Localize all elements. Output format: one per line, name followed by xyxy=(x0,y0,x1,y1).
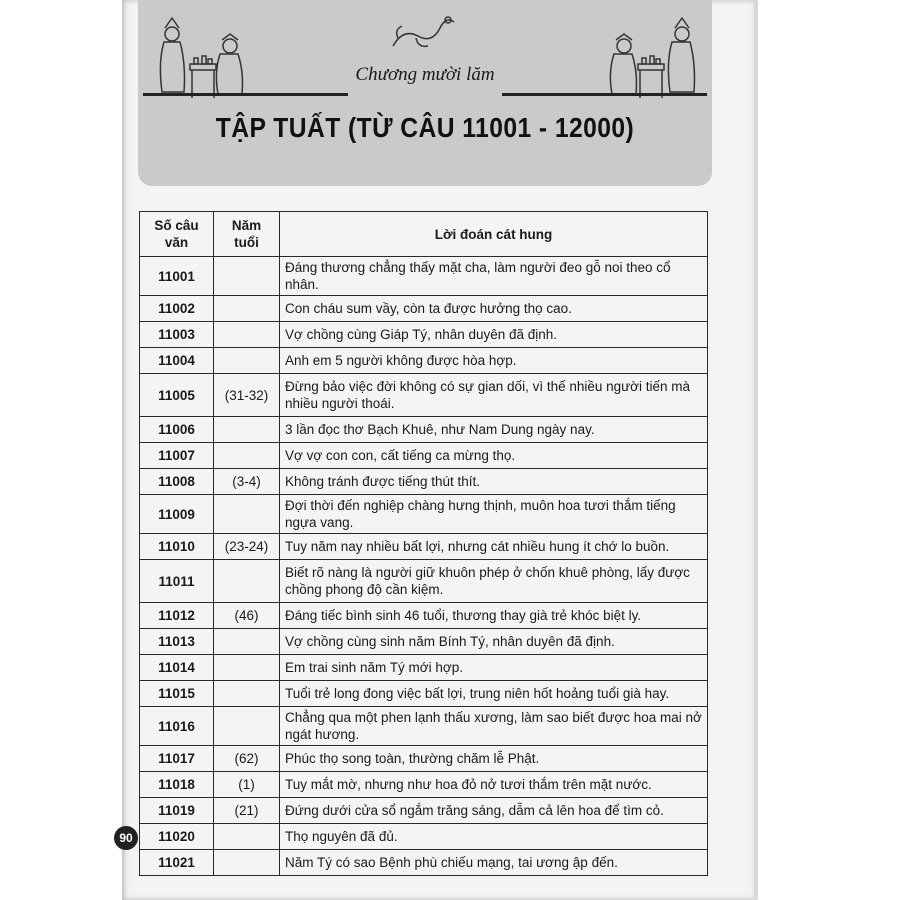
row-prediction: Đáng thương chẳng thấy mặt cha, làm người đeo gỗ noi theo cổ nhân. xyxy=(280,257,708,296)
row-prediction: Đừng bảo việc đời không có sự gian dối, vì thế nhiều người tiến mà nhiều người thoái. xyxy=(280,374,708,417)
row-prediction: Con cháu sum vầy, còn ta được hưởng thọ cao. xyxy=(280,296,708,322)
chapter-rule-left xyxy=(143,93,348,96)
row-number: 11021 xyxy=(140,850,214,876)
table-header-row xyxy=(140,212,708,257)
row-number: 11014 xyxy=(140,655,214,681)
table-row xyxy=(140,655,708,681)
row-age xyxy=(214,348,280,374)
page-edge xyxy=(754,0,758,900)
row-age xyxy=(214,707,280,746)
row-prediction: 3 lần đọc thơ Bạch Khuê, như Nam Dung ngày nay. xyxy=(280,417,708,443)
dragon-illustration xyxy=(388,8,458,53)
section-title: TẬP TUẤT (TỪ CÂU 11001 - 12000) xyxy=(215,112,635,143)
row-prediction: Đáng tiếc bình sinh 46 tuổi, thương thay già trẻ khóc biệt ly. xyxy=(280,603,708,629)
table-row xyxy=(140,798,708,824)
row-age: (31-32) xyxy=(214,374,280,417)
row-number: 11012 xyxy=(140,603,214,629)
row-number: 11010 xyxy=(140,534,214,560)
row-age: (1) xyxy=(214,772,280,798)
row-age xyxy=(214,560,280,603)
row-number: 11011 xyxy=(140,560,214,603)
table-row xyxy=(140,534,708,560)
row-prediction: Năm Tý có sao Bệnh phù chiếu mạng, tai ương ập đến. xyxy=(280,850,708,876)
row-number: 11018 xyxy=(140,772,214,798)
row-number: 11003 xyxy=(140,322,214,348)
table-row xyxy=(140,443,708,469)
row-number: 11001 xyxy=(140,257,214,296)
table-row xyxy=(140,746,708,772)
row-number: 11005 xyxy=(140,374,214,417)
left-scholars-illustration xyxy=(150,12,255,102)
right-scholars-illustration xyxy=(600,12,705,102)
row-age xyxy=(214,681,280,707)
row-prediction: Biết rõ nàng là người giữ khuôn phép ở chốn khuê phòng, lấy được chồng phong độ cần kiệm. xyxy=(280,560,708,603)
row-age: (21) xyxy=(214,798,280,824)
row-age xyxy=(214,824,280,850)
row-age xyxy=(214,443,280,469)
row-number: 11013 xyxy=(140,629,214,655)
oracle-table xyxy=(139,211,708,876)
row-prediction: Đợi thời đến nghiệp chàng hưng thịnh, muôn hoa tươi thắm tiếng ngựa vang. xyxy=(280,495,708,534)
row-age: (23-24) xyxy=(214,534,280,560)
row-prediction: Đứng dưới cửa sổ ngắm trăng sáng, dẫm cả lên hoa để tìm cỏ. xyxy=(280,798,708,824)
table-row xyxy=(140,629,708,655)
table-row xyxy=(140,824,708,850)
row-number: 11009 xyxy=(140,495,214,534)
table-row xyxy=(140,322,708,348)
table-row xyxy=(140,560,708,603)
row-prediction: Không tránh được tiếng thút thít. xyxy=(280,469,708,495)
row-prediction: Chẳng qua một phen lạnh thấu xương, làm sao biết được hoa mai nở ngát hương. xyxy=(280,707,708,746)
table-row xyxy=(140,348,708,374)
table-row xyxy=(140,707,708,746)
row-age xyxy=(214,629,280,655)
table-row xyxy=(140,603,708,629)
col-header-age: Năm tuổi xyxy=(214,212,280,257)
row-age xyxy=(214,296,280,322)
table-row xyxy=(140,772,708,798)
row-number: 11020 xyxy=(140,824,214,850)
row-prediction: Tuy năm nay nhiều bất lợi, nhưng cát nhiều hung ít chớ lo buồn. xyxy=(280,534,708,560)
row-prediction: Tuổi trẻ long đong việc bất lợi, trung niên hốt hoảng tuổi già hay. xyxy=(280,681,708,707)
row-number: 11004 xyxy=(140,348,214,374)
row-prediction: Vợ chồng cùng Giáp Tý, nhân duyên đã định. xyxy=(280,322,708,348)
row-number: 11019 xyxy=(140,798,214,824)
row-number: 11006 xyxy=(140,417,214,443)
row-prediction: Anh em 5 người không được hòa hợp. xyxy=(280,348,708,374)
col-header-number: Số câu văn xyxy=(140,212,214,257)
row-age: (62) xyxy=(214,746,280,772)
table-row xyxy=(140,681,708,707)
row-number: 11015 xyxy=(140,681,214,707)
row-prediction: Tuy mắt mờ, nhưng như hoa đỏ nở tươi thắm trên mặt nước. xyxy=(280,772,708,798)
row-age xyxy=(214,495,280,534)
row-age xyxy=(214,417,280,443)
table-row xyxy=(140,257,708,296)
table-row xyxy=(140,374,708,417)
row-age: (3-4) xyxy=(214,469,280,495)
page-number: 90 xyxy=(114,826,138,850)
row-age xyxy=(214,850,280,876)
row-number: 11007 xyxy=(140,443,214,469)
row-age: (46) xyxy=(214,603,280,629)
table-row xyxy=(140,469,708,495)
row-age xyxy=(214,257,280,296)
col-header-prediction: Lời đoán cát hung xyxy=(280,212,708,257)
row-number: 11017 xyxy=(140,746,214,772)
row-prediction: Phúc thọ song toàn, thường chăm lễ Phật. xyxy=(280,746,708,772)
row-number: 11008 xyxy=(140,469,214,495)
row-prediction: Em trai sinh năm Tý mới hợp. xyxy=(280,655,708,681)
row-prediction: Vợ chồng cùng sinh năm Bính Tý, nhân duyên đã định. xyxy=(280,629,708,655)
row-age xyxy=(214,322,280,348)
chapter-rule-right xyxy=(502,93,707,96)
row-age xyxy=(214,655,280,681)
table-row xyxy=(140,417,708,443)
chapter-heading: Chương mười lăm xyxy=(355,64,495,85)
row-prediction: Vợ vợ con con, cất tiếng ca mừng thọ. xyxy=(280,443,708,469)
row-number: 11016 xyxy=(140,707,214,746)
table-row xyxy=(140,850,708,876)
row-prediction: Thọ nguyên đã đủ. xyxy=(280,824,708,850)
table-row xyxy=(140,495,708,534)
table-row xyxy=(140,296,708,322)
row-number: 11002 xyxy=(140,296,214,322)
